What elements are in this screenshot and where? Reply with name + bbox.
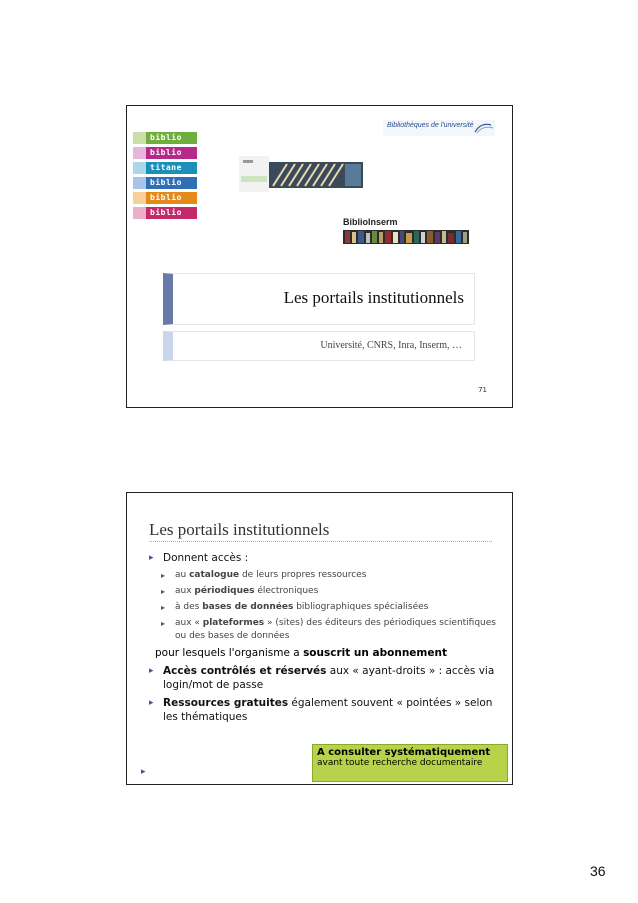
logo-text: titane — [146, 162, 197, 174]
sheet-page-number: 36 — [590, 863, 606, 879]
logo-mark-icon — [133, 147, 146, 159]
sub-bold: plateformes — [202, 618, 265, 628]
biblio-logo — [133, 132, 197, 144]
portal-screenshot-thumbnail — [239, 156, 363, 192]
callout-line-2: avant toute recherche documentaire — [317, 758, 483, 768]
slide-portails-details — [126, 492, 513, 785]
slide-title: Les portails institutionnels — [149, 520, 330, 539]
logo-text: biblio — [146, 207, 197, 219]
logo-mark-icon — [133, 177, 146, 189]
plain-bold: souscrit un abonnement — [303, 647, 447, 659]
logo-mark-icon — [133, 162, 146, 174]
sub-bold: périodiques — [194, 586, 255, 596]
biblioinserm-logo: BiblioInserm — [343, 217, 398, 227]
sub-list-item — [147, 601, 507, 614]
logo-text: biblio — [146, 132, 197, 144]
slide-title-box — [163, 273, 475, 325]
biblio-logo — [133, 177, 197, 189]
logo-mark-icon — [133, 192, 146, 204]
biblio-logo — [133, 162, 197, 174]
bullet-arrow-icon: ▸ — [149, 698, 154, 708]
callout-box — [312, 744, 508, 782]
bullet-text: également souvent « pointées » selon les thématiques — [163, 697, 493, 723]
bullet-arrow-icon: ▸ — [161, 603, 166, 612]
bullet-bold: Accès contrôlés et réservés — [163, 665, 327, 677]
bullet-text: Donnent accès : — [163, 552, 249, 564]
slide-subtitle-box — [163, 331, 475, 361]
plain-text: pour lesquels l'organisme a — [155, 647, 304, 659]
logo-text: biblio — [146, 177, 197, 189]
list-item — [147, 696, 507, 724]
biblio-logo — [133, 192, 197, 204]
bullet-bold: Ressources gratuites — [163, 697, 289, 709]
sub-list-item — [147, 585, 507, 598]
bullet-arrow-icon: ▸ — [149, 666, 154, 676]
title-divider — [149, 541, 492, 542]
sub-text: électroniques — [254, 586, 319, 596]
logo-mark-icon — [133, 132, 146, 144]
callout-line-1: A consulter systématiquement — [317, 747, 491, 758]
sub-text: bibliographiques spécialisées — [293, 602, 429, 612]
sub-list-item — [147, 569, 507, 582]
bullet-arrow-icon: ▸ — [149, 553, 154, 563]
logo-text: biblio — [146, 192, 197, 204]
sub-text: de leurs propres ressources — [239, 570, 367, 580]
bookshelf-image — [343, 230, 469, 244]
list-item — [147, 646, 507, 660]
sub-bold: catalogue — [189, 570, 240, 580]
slide-title: Les portails institutionnels — [283, 288, 464, 307]
slide-subtitle: Université, CNRS, Inra, Inserm, … — [320, 340, 462, 351]
bullet-arrow-icon: ▸ — [161, 571, 166, 580]
sub-list-item — [147, 617, 507, 643]
sub-text: au — [175, 570, 190, 580]
list-item — [147, 551, 507, 565]
biblio-logo — [133, 207, 197, 219]
sub-text: aux « — [175, 618, 203, 628]
logo-mark-icon — [133, 207, 146, 219]
sub-text: à des — [175, 602, 203, 612]
slide-71 — [126, 105, 513, 408]
logo-text: biblio — [146, 147, 197, 159]
bibliotheques-universite-banner — [383, 120, 495, 136]
slide-page-number: 71 — [478, 386, 487, 394]
bullet-text: aux « ayant-droits » : accès via login/mot de passe — [163, 665, 495, 691]
bullet-arrow-icon: ▸ — [161, 619, 166, 628]
footer-arrow-icon: ▸ — [141, 767, 146, 777]
bullet-list — [147, 551, 507, 728]
bullet-arrow-icon: ▸ — [161, 587, 166, 596]
sub-bold: bases de données — [202, 602, 294, 612]
sub-text: aux — [175, 586, 195, 596]
biblio-logos — [133, 132, 197, 222]
list-item — [147, 664, 507, 692]
biblio-logo — [133, 147, 197, 159]
sub-text: » (sites) des éditeurs des périodiques scientifiques ou des bases de données — [175, 618, 496, 641]
bu-header-text: Bibliothèques de l'université — [387, 122, 474, 129]
